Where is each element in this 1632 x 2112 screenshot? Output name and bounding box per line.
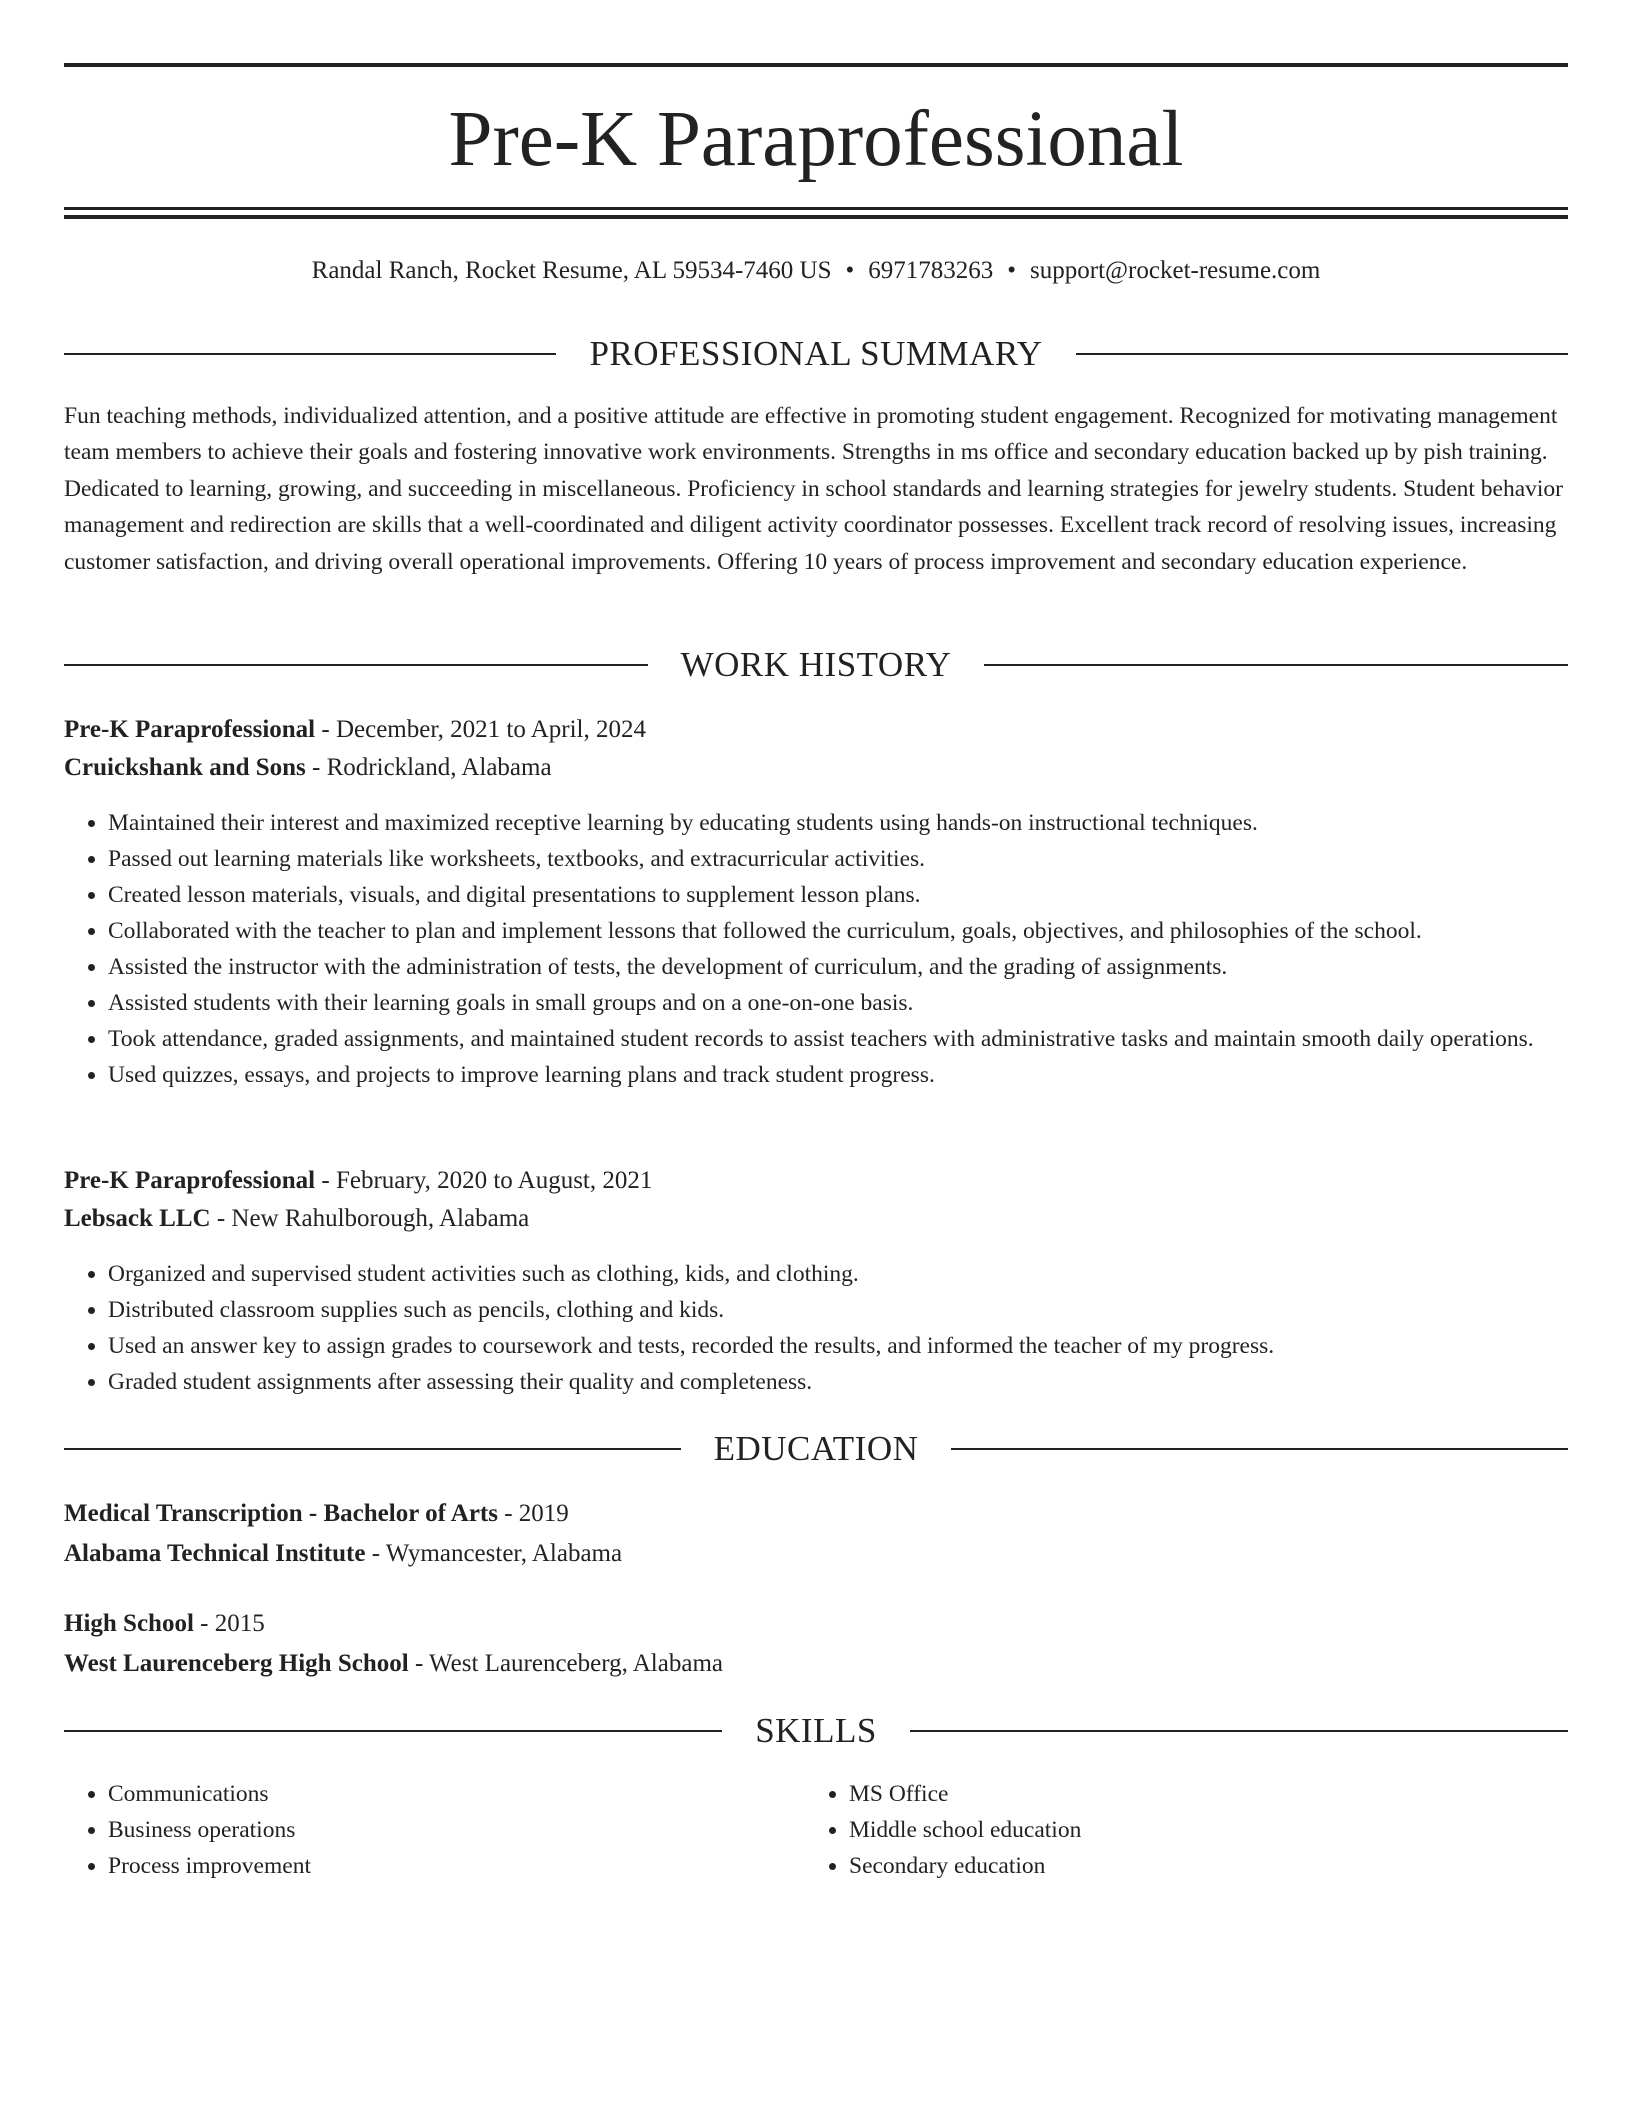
heading-rule-left xyxy=(64,1448,681,1450)
list-item: • Distributed classroom supplies such as pencils, clothing and kids. xyxy=(108,1292,1568,1328)
job-company: Lebsack LLC xyxy=(64,1205,211,1232)
job-dates: - December, 2021 to April, 2024 xyxy=(315,716,646,743)
list-item: • Organized and supervised student activities such as clothing, kids, and clothing. xyxy=(108,1256,1568,1292)
heading-rule-left xyxy=(64,664,648,666)
job-dates: - February, 2020 to August, 2021 xyxy=(315,1167,653,1194)
education-location: - Wymancester, Alabama xyxy=(365,1540,623,1567)
list-item: • Collaborated with the teacher to plan and implement lessons that followed the curriculum, goals, objectives, and philosophies of the school. xyxy=(108,913,1568,949)
skills-list-right xyxy=(805,1776,1081,1884)
skill-item: • Communications xyxy=(108,1776,311,1812)
summary-text: Fun teaching methods, individualized attention, and a positive attitude are effective in promoting student engagement. Recognized for motivating management team members to achieve their goals and fostering innovative work environments. Strengths in ms office and secondary education backed up by pish training. Dedicated to learning, growing, and succeeding in miscellaneous. Proficiency in school standards and learning strategies for jewelry students. Student behavior management and redirection are skills that a well-coordinated and diligent activity coordinator possesses. Excellent track record of resolving issues, increasing customer satisfaction, and driving overall operational improvements. Offering 10 years of process improvement and secondary education experience. xyxy=(64,403,1564,575)
skill-item: • MS Office xyxy=(849,1776,1081,1812)
list-item: • Assisted students with their learning goals in small groups and on a one-on-one basis. xyxy=(108,985,1568,1021)
skill-item: • Business operations xyxy=(108,1812,311,1848)
heading-rule-right xyxy=(1076,353,1568,355)
work-history-heading-label: WORK HISTORY xyxy=(680,645,952,684)
skill-item: • Process improvement xyxy=(108,1848,311,1884)
job-title: Pre-K Paraprofessional xyxy=(64,1167,316,1194)
education-school-line xyxy=(64,1647,723,1681)
job-title-line xyxy=(64,1164,652,1198)
skills-heading-label: SKILLS xyxy=(755,1711,877,1750)
education-degree: Medical Transcription - Bachelor of Arts xyxy=(64,1500,498,1527)
education-school-line xyxy=(64,1537,622,1571)
job-location: - New Rahulborough, Alabama xyxy=(210,1205,530,1232)
work-history-heading xyxy=(64,645,1568,685)
job-company-line xyxy=(64,1202,529,1236)
contact-phone: 6971783263 xyxy=(868,257,994,284)
heading-rule-left xyxy=(64,1730,722,1732)
contact-address: Randal Ranch, Rocket Resume, AL 59534-7460 US xyxy=(311,257,832,284)
job-company-line xyxy=(64,751,552,785)
education-degree-line xyxy=(64,1497,569,1531)
resume-title: Pre-K Paraprofessional xyxy=(448,96,1184,183)
list-item: • Assisted the instructor with the administration of tests, the development of curriculum, and the grading of assignments. xyxy=(108,949,1568,985)
job-title-line xyxy=(64,713,646,747)
education-degree-line xyxy=(64,1607,265,1641)
contact-line xyxy=(64,254,1568,288)
list-item: • Used quizzes, essays, and projects to improve learning plans and track student progress. xyxy=(108,1057,1568,1093)
list-item: • Used an answer key to assign grades to coursework and tests, recorded the results, and informed the teacher of my progress. xyxy=(108,1328,1568,1364)
education-year: - 2019 xyxy=(497,1500,569,1527)
list-item: • Graded student assignments after assessing their quality and completeness. xyxy=(108,1364,1568,1400)
education-heading xyxy=(64,1429,1568,1469)
contact-separator: • xyxy=(1007,257,1017,284)
education-school: West Laurenceberg High School xyxy=(64,1650,409,1677)
contact-email: support@rocket-resume.com xyxy=(1030,257,1321,284)
title-rule-lower xyxy=(64,215,1568,219)
summary-heading xyxy=(64,334,1568,374)
list-item: • Passed out learning materials like worksheets, textbooks, and extracurricular activities. xyxy=(108,841,1568,877)
education-heading-label: EDUCATION xyxy=(713,1429,919,1468)
skill-item: • Middle school education xyxy=(849,1812,1081,1848)
top-rule xyxy=(64,63,1568,67)
job-company: Cruickshank and Sons xyxy=(64,754,306,781)
job-bullets xyxy=(64,805,1568,1093)
list-item: • Took attendance, graded assignments, and maintained student records to assist teachers with administrative tasks and maintain smooth daily operations. xyxy=(108,1021,1568,1057)
heading-rule-right xyxy=(910,1730,1568,1732)
job-title: Pre-K Paraprofessional xyxy=(64,716,316,743)
skills-list-left xyxy=(64,1776,311,1884)
list-item: • Maintained their interest and maximized receptive learning by educating students using hands-on instructional techniques. xyxy=(108,805,1568,841)
list-item: • Created lesson materials, visuals, and digital presentations to supplement lesson plans. xyxy=(108,877,1568,913)
education-school: Alabama Technical Institute xyxy=(64,1540,366,1567)
heading-rule-left xyxy=(64,353,556,355)
job-bullets xyxy=(64,1256,1568,1400)
heading-rule-right xyxy=(984,664,1568,666)
summary-heading-label: PROFESSIONAL SUMMARY xyxy=(589,334,1043,373)
job-location: - Rodrickland, Alabama xyxy=(305,754,552,781)
education-location: - West Laurenceberg, Alabama xyxy=(408,1650,723,1677)
heading-rule-right xyxy=(951,1448,1568,1450)
contact-separator: • xyxy=(845,257,855,284)
skills-heading xyxy=(64,1711,1568,1751)
education-year: - 2015 xyxy=(193,1610,265,1637)
title-rule-upper xyxy=(64,207,1568,210)
education-degree: High School xyxy=(64,1610,194,1637)
skill-item: • Secondary education xyxy=(849,1848,1081,1884)
